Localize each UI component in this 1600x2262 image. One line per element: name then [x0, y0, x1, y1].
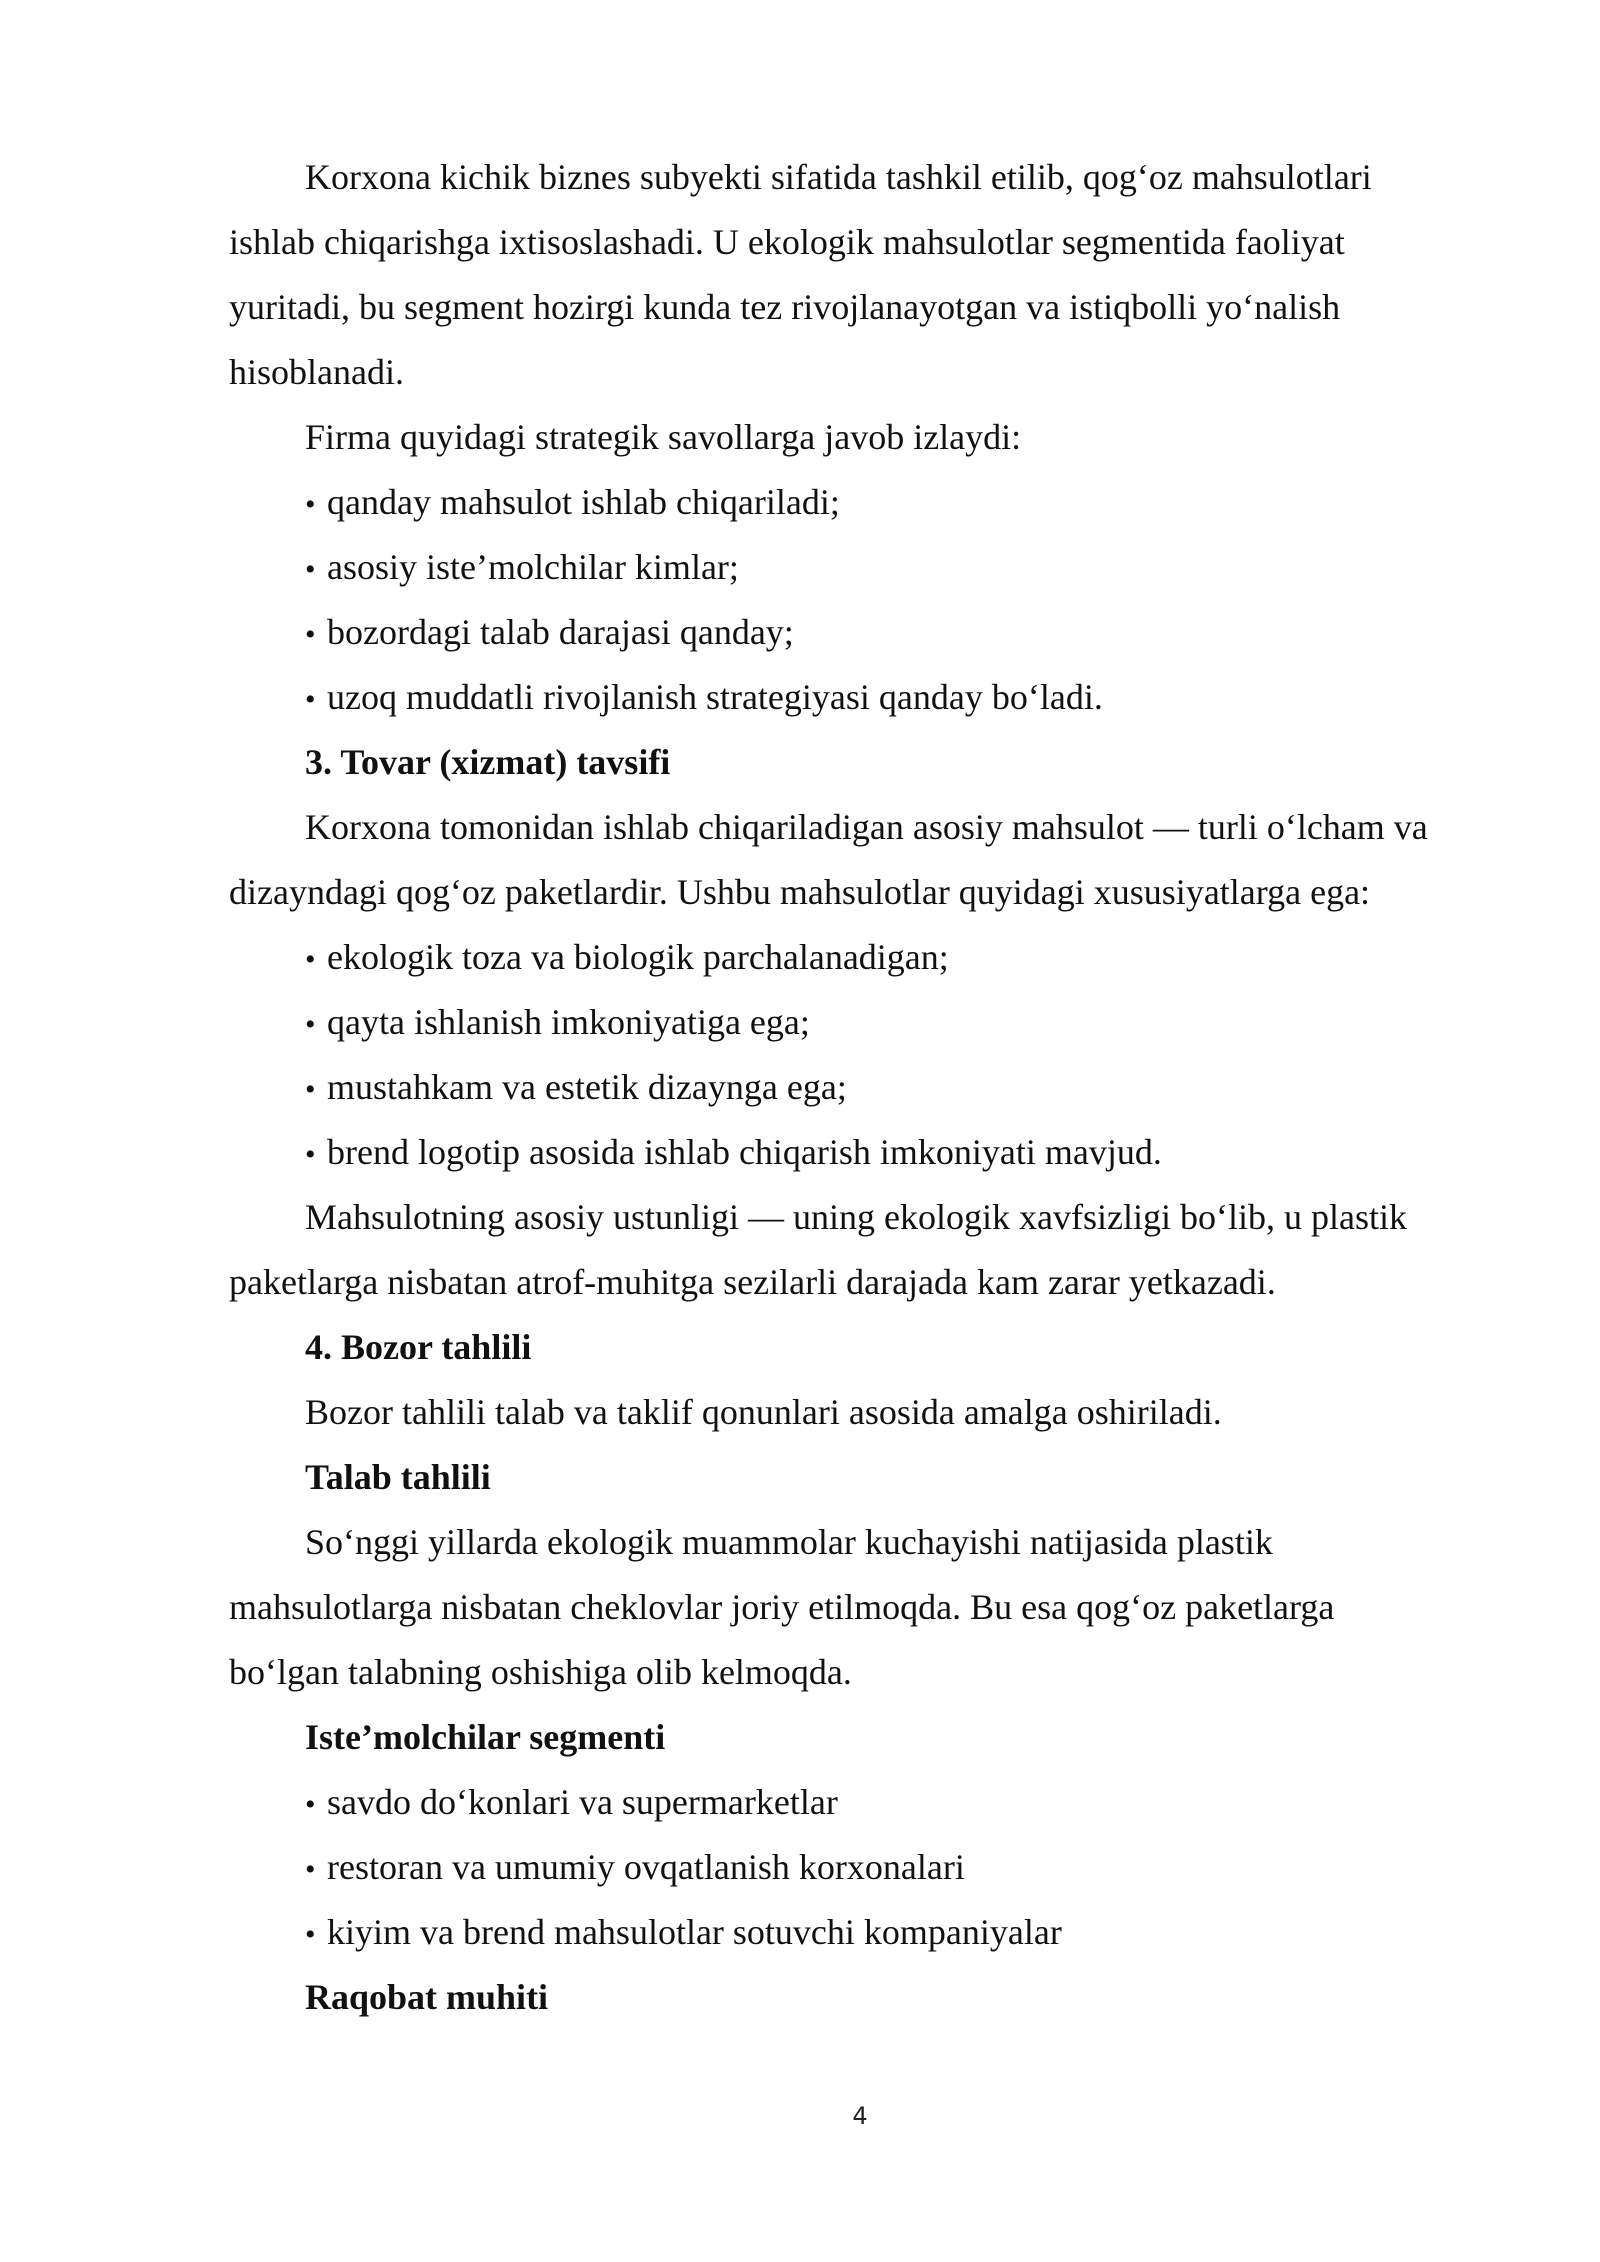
- intro-line: Korxona kichik biznes subyekti sifatida tashkil etilib, qog‘oz mahsulotlari: [305, 157, 1372, 197]
- list-item: • asosiy iste’molchilar kimlar;: [229, 535, 1489, 600]
- page-number: 4: [852, 2102, 868, 2130]
- paragraph-line: bo‘lgan talabning oshishiga olib kelmoqda.: [229, 1652, 852, 1692]
- paragraph-line: mahsulotlarga nisbatan cheklovlar joriy etilmoqda. Bu esa qog‘oz paketlarga: [229, 1587, 1335, 1627]
- list-item: • savdo do‘konlari va supermarketlar: [229, 1770, 1489, 1835]
- paragraph-line: Korxona tomonidan ishlab chiqariladigan asosiy mahsulot — turli o‘lcham va: [305, 807, 1428, 847]
- section-4-paragraph: Bozor tahlili talab va taklif qonunlari asosida amalga oshiriladi.: [305, 1392, 1222, 1432]
- strategic-questions-list: [229, 470, 1489, 730]
- section-3-heading: 3. Tovar (xizmat) tavsifi: [305, 742, 671, 782]
- list-item: • ekologik toza va biologik parchalanadigan;: [229, 925, 1489, 990]
- list-item: • mustahkam va estetik dizaynga ega;: [229, 1055, 1489, 1120]
- intro-line: ishlab chiqarishga ixtisoslashadi. U ekologik mahsulotlar segmentida faoliyat: [229, 222, 1345, 262]
- list-item: • restoran va umumiy ovqatlanish korxonalari: [229, 1835, 1489, 1900]
- intro-paragraph: [229, 145, 1489, 405]
- consumers-list: [229, 1770, 1489, 1965]
- consumers-heading: Iste’molchilar segmenti: [305, 1717, 666, 1757]
- paragraph-line: paketlarga nisbatan atrof-muhitga sezilarli darajada kam zarar yetkazadi.: [229, 1262, 1276, 1302]
- section-4-heading: 4. Bozor tahlili: [305, 1327, 532, 1367]
- intro-line: hisoblanadi.: [229, 352, 404, 392]
- product-features-list: [229, 925, 1489, 1185]
- paragraph-line: Mahsulotning asosiy ustunligi — uning ekologik xavfsizligi bo‘lib, u plastik: [305, 1197, 1407, 1237]
- list-item: • kiyim va brend mahsulotlar sotuvchi kompaniyalar: [229, 1900, 1489, 1965]
- list-item: • brend logotip asosida ishlab chiqarish imkoniyati mavjud.: [229, 1120, 1489, 1185]
- page-content: [229, 145, 1489, 2030]
- list-item: • bozordagi talab darajasi qanday;: [229, 600, 1489, 665]
- demand-heading: Talab tahlili: [305, 1457, 491, 1497]
- list-item: • qanday mahsulot ishlab chiqariladi;: [229, 470, 1489, 535]
- paragraph-line: So‘nggi yillarda ekologik muammolar kuchayishi natijasida plastik: [305, 1522, 1273, 1562]
- demand-paragraph: [229, 1510, 1489, 1705]
- competition-heading: Raqobat muhiti: [305, 1977, 549, 2017]
- list-item: • uzoq muddatli rivojlanish strategiyasi qanday bo‘ladi.: [229, 665, 1489, 730]
- section-3-paragraph: [229, 795, 1489, 925]
- advantage-paragraph: [229, 1185, 1489, 1315]
- strategic-lead: Firma quyidagi strategik savollarga javob izlaydi:: [305, 417, 1022, 457]
- paragraph-line: dizayndagi qog‘oz paketlardir. Ushbu mahsulotlar quyidagi xususiyatlarga ega:: [229, 872, 1371, 912]
- list-item: • qayta ishlanish imkoniyatiga ega;: [229, 990, 1489, 1055]
- intro-line: yuritadi, bu segment hozirgi kunda tez rivojlanayotgan va istiqbolli yo‘nalish: [229, 287, 1341, 327]
